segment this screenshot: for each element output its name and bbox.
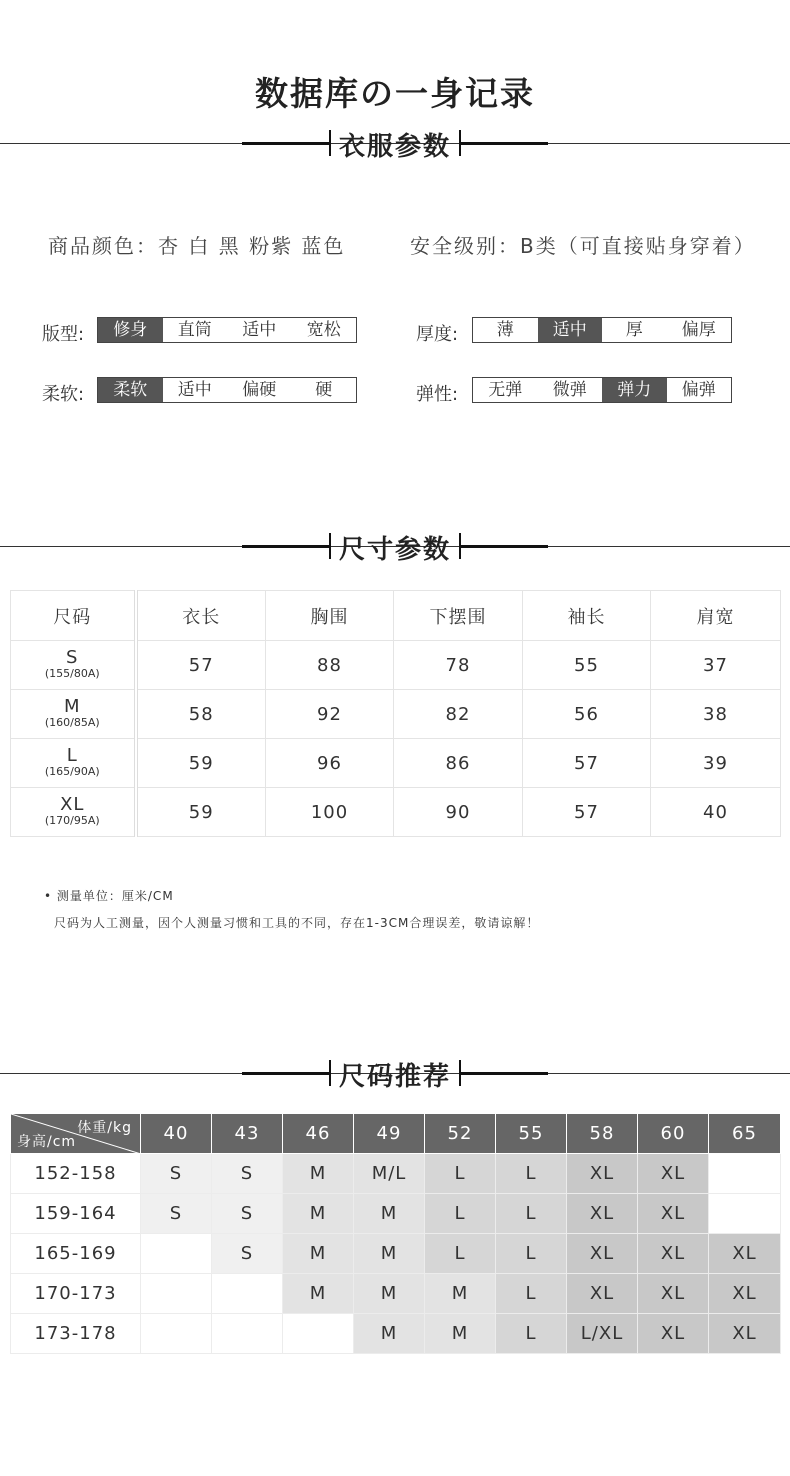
table-row	[11, 1314, 781, 1354]
table-cell: 78	[394, 641, 523, 690]
table-cell: 40	[651, 788, 781, 837]
weight-header-cell: 43	[212, 1114, 283, 1154]
recommendation-cell	[709, 1194, 781, 1234]
weight-header-cell: 60	[638, 1114, 709, 1154]
table-header-row	[11, 1114, 781, 1154]
recommendation-cell: XL	[709, 1234, 781, 1274]
recommendation-cell: S	[212, 1194, 283, 1234]
page-title: 数据库の一身记录	[255, 74, 535, 113]
table-row	[11, 641, 781, 690]
table-cell: 59	[136, 788, 266, 837]
recommendation-cell: M	[354, 1274, 425, 1314]
recommendation-cell: L	[496, 1314, 567, 1354]
recommendation-cell: L	[496, 1234, 567, 1274]
recommendation-cell: L/XL	[567, 1314, 638, 1354]
table-cell: 86	[394, 739, 523, 788]
table-cell: 37	[651, 641, 781, 690]
recommendation-cell	[212, 1274, 283, 1314]
recommendation-cell: L	[496, 1154, 567, 1194]
recommendation-cell	[283, 1314, 354, 1354]
recommendation-cell: L	[425, 1194, 496, 1234]
fit-option: 修身	[98, 318, 163, 342]
recommendation-cell: XL	[709, 1274, 781, 1314]
recommendation-cell: XL	[709, 1314, 781, 1354]
height-cell: 152-158	[11, 1154, 141, 1194]
section-title-clothing: 衣服参数	[338, 132, 451, 162]
recommendation-cell	[141, 1234, 212, 1274]
weight-header-cell: 46	[283, 1114, 354, 1154]
table-header-cell: 尺码	[11, 591, 136, 641]
table-corner-cell	[11, 1114, 141, 1154]
section-title-size: 尺寸参数	[338, 535, 451, 565]
recommendation-cell: XL	[567, 1274, 638, 1314]
table-row	[11, 739, 781, 788]
thickness-label: 厚度:	[416, 324, 459, 345]
elasticity-option: 无弹	[488, 380, 523, 400]
weight-axis-label: 体重/kg	[77, 1120, 132, 1136]
table-header-cell: 衣长	[136, 591, 266, 641]
table-cell: 82	[394, 690, 523, 739]
table-cell: 57	[523, 788, 651, 837]
recommendation-cell: M/L	[354, 1154, 425, 1194]
size-cell	[11, 739, 136, 788]
softness-scale	[97, 377, 357, 403]
recommendation-cell: M	[354, 1314, 425, 1354]
fit-scale	[97, 317, 357, 343]
height-cell: 173-178	[11, 1314, 141, 1354]
recommendation-cell: L	[496, 1274, 567, 1314]
recommendation-cell: XL	[638, 1314, 709, 1354]
recommendation-cell: XL	[567, 1154, 638, 1194]
thickness-option: 偏厚	[681, 320, 716, 340]
table-row	[11, 690, 781, 739]
recommendation-cell: M	[354, 1194, 425, 1234]
weight-header-cell: 52	[425, 1114, 496, 1154]
table-row	[11, 1194, 781, 1234]
softness-option: 硬	[315, 380, 333, 400]
recommendation-cell: M	[283, 1194, 354, 1234]
table-header-cell: 袖长	[523, 591, 651, 641]
table-cell: 96	[266, 739, 394, 788]
height-cell: 165-169	[11, 1234, 141, 1274]
size-cell	[11, 641, 136, 690]
height-cell: 170-173	[11, 1274, 141, 1314]
recommendation-cell	[141, 1314, 212, 1354]
fit-option: 直筒	[177, 320, 212, 340]
fit-option: 宽松	[306, 320, 341, 340]
recommendation-cell: XL	[638, 1194, 709, 1234]
table-header-cell: 下摆围	[394, 591, 523, 641]
elasticity-option: 弹力	[602, 378, 667, 402]
divider-bar-right	[460, 1072, 548, 1075]
recommendation-cell: XL	[567, 1234, 638, 1274]
thickness-option: 厚	[625, 320, 643, 340]
size-spec: (155/80A)	[44, 667, 100, 680]
recommendation-cell: M	[283, 1234, 354, 1274]
elasticity-label: 弹性:	[416, 384, 459, 405]
divider-bar-right	[460, 545, 548, 548]
size-cell	[11, 690, 136, 739]
measure-disclaimer: 尺码为人工测量，因个人测量习惯和工具的不同，存在1-3CM合理误差，敬请谅解！	[54, 916, 540, 930]
recommendation-cell: XL	[638, 1154, 709, 1194]
recommendation-cell: S	[212, 1154, 283, 1194]
size-label: M	[63, 696, 81, 717]
fit-label: 版型:	[42, 324, 85, 345]
table-cell: 59	[136, 739, 266, 788]
recommendation-cell: XL	[567, 1194, 638, 1234]
recommendation-cell: XL	[638, 1234, 709, 1274]
size-label: S	[66, 647, 79, 668]
table-header-cell: 胸围	[266, 591, 394, 641]
table-cell: 90	[394, 788, 523, 837]
table-cell: 38	[651, 690, 781, 739]
recommendation-cell: M	[283, 1154, 354, 1194]
table-header-row	[11, 591, 781, 641]
table-cell: 57	[136, 641, 266, 690]
recommendation-cell: M	[425, 1314, 496, 1354]
recommendation-cell: M	[283, 1274, 354, 1314]
weight-header-cell: 40	[141, 1114, 212, 1154]
weight-header-cell: 49	[354, 1114, 425, 1154]
height-cell: 159-164	[11, 1194, 141, 1234]
softness-option: 柔软	[98, 378, 163, 402]
table-cell: 57	[523, 739, 651, 788]
weight-header-cell: 55	[496, 1114, 567, 1154]
section-title-recommend: 尺码推荐	[338, 1062, 451, 1092]
size-cell	[11, 788, 136, 837]
size-recommendation-table	[10, 1113, 781, 1354]
recommendation-cell	[709, 1154, 781, 1194]
size-label: XL	[60, 794, 85, 815]
table-row	[11, 1234, 781, 1274]
divider-bar-right	[460, 142, 548, 145]
table-cell: 100	[266, 788, 394, 837]
table-cell: 88	[266, 641, 394, 690]
measure-unit-note: • 测量单位：厘米/CM	[44, 889, 174, 903]
table-cell: 55	[523, 641, 651, 690]
recommendation-cell	[141, 1274, 212, 1314]
recommendation-cell: M	[354, 1234, 425, 1274]
table-header-cell: 肩宽	[651, 591, 781, 641]
softness-option: 适中	[177, 380, 212, 400]
table-cell: 58	[136, 690, 266, 739]
table-row	[11, 1154, 781, 1194]
softness-label: 柔软:	[42, 384, 85, 405]
thickness-scale	[472, 317, 732, 343]
thickness-option: 薄	[496, 320, 514, 340]
safety-level: 安全级别：B类（可直接贴身穿着）	[410, 234, 756, 258]
size-spec: (165/90A)	[44, 765, 100, 778]
recommendation-cell: M	[425, 1274, 496, 1314]
recommendation-cell: S	[141, 1154, 212, 1194]
table-cell: 56	[523, 690, 651, 739]
size-table	[10, 590, 781, 837]
product-colors: 商品颜色：杏 白 黑 粉紫 蓝色	[48, 234, 346, 258]
weight-header-cell: 58	[567, 1114, 638, 1154]
size-spec: (160/85A)	[44, 716, 100, 729]
size-spec: (170/95A)	[44, 814, 100, 827]
recommendation-cell: S	[141, 1194, 212, 1234]
softness-option: 偏硬	[242, 380, 277, 400]
elasticity-option: 偏弹	[681, 380, 716, 400]
height-axis-label: 身高/cm	[17, 1134, 77, 1150]
recommendation-cell: XL	[638, 1274, 709, 1314]
table-row	[11, 1274, 781, 1314]
size-label: L	[66, 745, 78, 766]
recommendation-cell: L	[425, 1234, 496, 1274]
recommendation-cell	[212, 1314, 283, 1354]
elasticity-option: 微弹	[552, 380, 587, 400]
fit-option: 适中	[242, 320, 277, 340]
elasticity-scale	[472, 377, 732, 403]
recommendation-cell: L	[496, 1194, 567, 1234]
thickness-option: 适中	[538, 318, 603, 342]
table-row	[11, 788, 781, 837]
recommendation-cell: L	[425, 1154, 496, 1194]
table-cell: 39	[651, 739, 781, 788]
table-cell: 92	[266, 690, 394, 739]
weight-header-cell: 65	[709, 1114, 781, 1154]
recommendation-cell: S	[212, 1234, 283, 1274]
